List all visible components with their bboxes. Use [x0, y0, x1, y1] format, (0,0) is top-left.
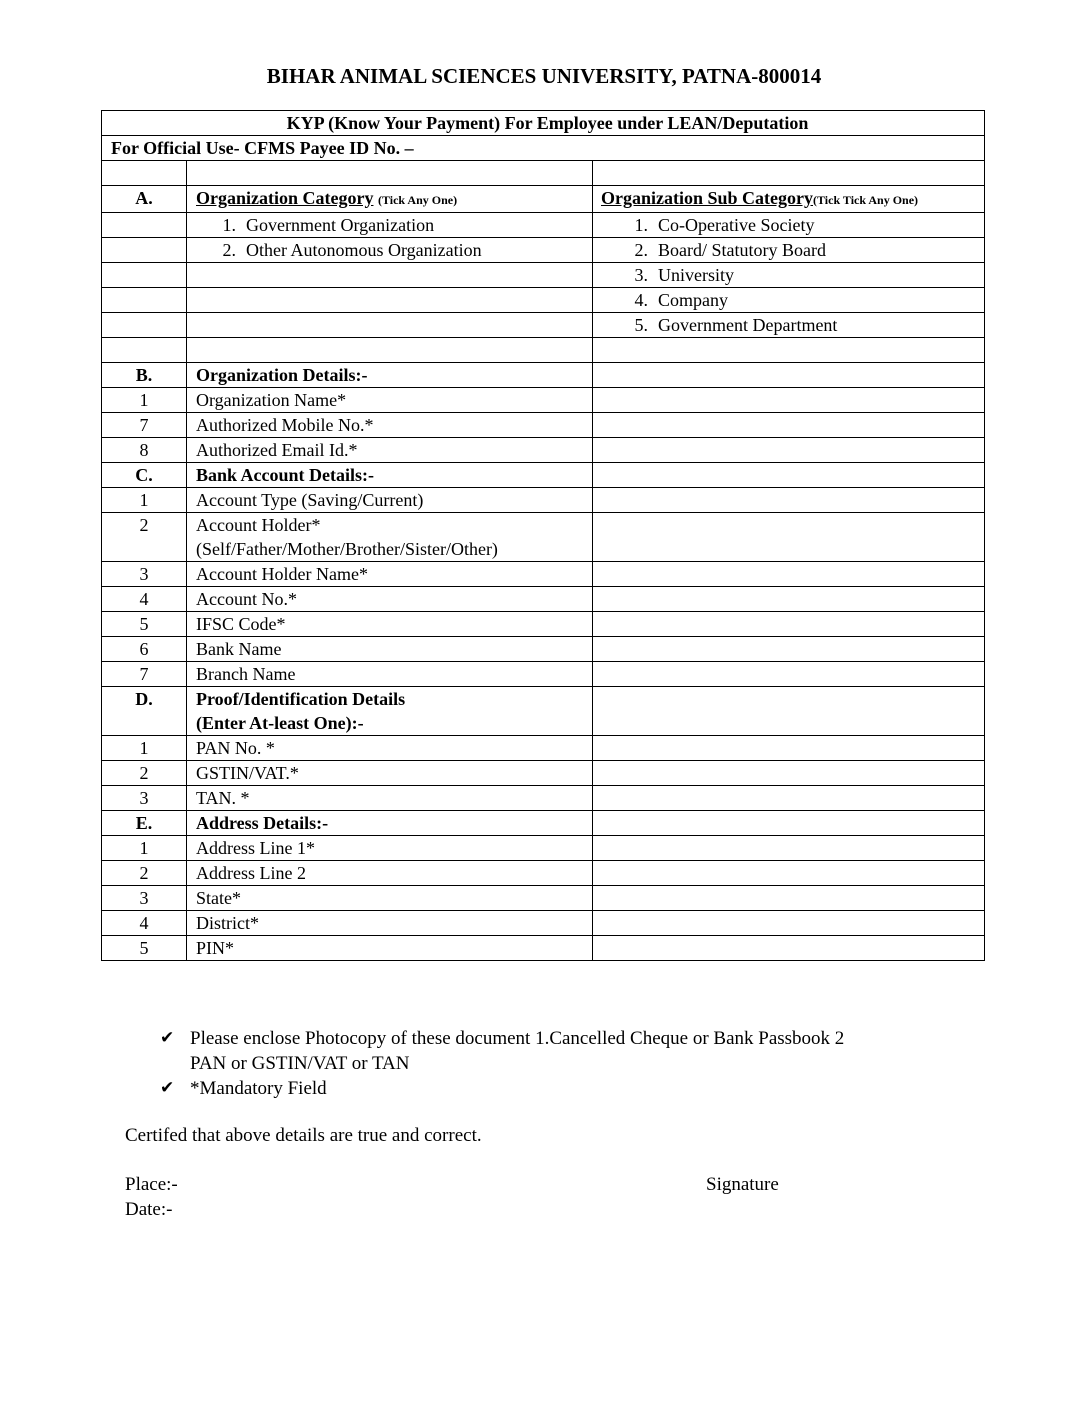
note-text: *Mandatory Field — [190, 1078, 327, 1099]
form-heading: KYP (Know Your Payment) For Employee under LEAN/Deputation — [102, 111, 985, 136]
table-row — [102, 786, 985, 811]
list-number: 3. — [634, 265, 648, 285]
category-row — [102, 213, 985, 238]
section-marker: D. — [102, 687, 187, 736]
blank-cell — [102, 238, 187, 263]
checkmark-icon: ✔ — [160, 1078, 175, 1098]
field-label: District* — [187, 911, 593, 936]
list-number: 2. — [222, 240, 236, 260]
bank-name-field[interactable] — [593, 637, 985, 662]
ifsc-field[interactable] — [593, 612, 985, 637]
table-row — [102, 637, 985, 662]
state-field[interactable] — [593, 886, 985, 911]
tan-field[interactable] — [593, 786, 985, 811]
official-use-row — [102, 136, 985, 161]
organization-subcategory-heading — [593, 186, 985, 213]
notes-list — [160, 1026, 950, 1101]
organization-category-heading — [187, 186, 593, 213]
list-number: 1. — [634, 215, 648, 235]
row-number: 6 — [102, 637, 187, 662]
category-row — [102, 288, 985, 313]
field-label: Organization Name* — [187, 388, 593, 413]
table-row — [102, 513, 985, 562]
row-number: 3 — [102, 786, 187, 811]
blank-row — [102, 161, 985, 186]
list-number: 2. — [634, 240, 648, 260]
mobile-field[interactable] — [593, 413, 985, 438]
account-type-field[interactable] — [593, 488, 985, 513]
account-number-field[interactable] — [593, 587, 985, 612]
row-number: 5 — [102, 936, 187, 961]
note-text: PAN or GSTIN/VAT or TAN — [190, 1053, 410, 1074]
blank-cell — [102, 313, 187, 338]
account-holder-field[interactable] — [593, 513, 985, 562]
checkmark-icon: ✔ — [160, 1028, 175, 1048]
section-marker: B. — [102, 363, 187, 388]
subcategory-option-label: Company — [658, 290, 728, 310]
section-c-header-row — [102, 463, 985, 488]
row-number: 1 — [102, 488, 187, 513]
subcategory-option-label: University — [658, 265, 734, 285]
section-b-header-row — [102, 363, 985, 388]
blank-cell — [102, 161, 187, 186]
field-label: Address Line 2 — [187, 861, 593, 886]
section-marker: E. — [102, 811, 187, 836]
blank-cell — [102, 263, 187, 288]
category-option-label: Other Autonomous Organization — [246, 240, 482, 260]
kyp-form-table — [101, 110, 985, 961]
table-row — [102, 861, 985, 886]
certification-text: Certifed that above details are true and correct. — [125, 1125, 482, 1146]
blank-cell — [593, 161, 985, 186]
field-label: TAN. * — [187, 786, 593, 811]
section-marker: C. — [102, 463, 187, 488]
gstin-field[interactable] — [593, 761, 985, 786]
table-row — [102, 936, 985, 961]
note-item — [160, 1026, 950, 1076]
page-title: BIHAR ANIMAL SCIENCES UNIVERSITY, PATNA-800014 — [266, 64, 822, 88]
address-line-1-field[interactable] — [593, 836, 985, 861]
table-row — [102, 438, 985, 463]
table-row — [102, 836, 985, 861]
list-number: 1. — [222, 215, 236, 235]
category-option[interactable] — [187, 238, 593, 263]
section-marker: A. — [102, 186, 187, 213]
row-number: 2 — [102, 761, 187, 786]
subcategory-option-label: Board/ Statutory Board — [658, 240, 826, 260]
row-number: 2 — [102, 861, 187, 886]
place-label: Place:- — [125, 1174, 178, 1195]
row-number: 4 — [102, 911, 187, 936]
blank-cell — [187, 313, 593, 338]
table-row — [102, 886, 985, 911]
section-title-line: (Enter At-least One):- — [196, 713, 364, 733]
blank-cell — [187, 338, 593, 363]
email-field[interactable] — [593, 438, 985, 463]
section-title: Organization Details:- — [187, 363, 593, 388]
blank-cell — [187, 161, 593, 186]
organization-subcategory-hint: (Tick Tick Any One) — [813, 193, 919, 207]
field-label: IFSC Code* — [187, 612, 593, 637]
table-row — [102, 761, 985, 786]
organization-category-hint: (Tick Any One) — [377, 193, 458, 207]
blank-cell — [187, 263, 593, 288]
section-a-header-row — [102, 186, 985, 213]
organization-subcategory-label: Organization Sub Category — [601, 188, 814, 208]
field-label: Address Line 1* — [187, 836, 593, 861]
address-line-2-field[interactable] — [593, 861, 985, 886]
row-number: 7 — [102, 662, 187, 687]
value-field — [593, 463, 985, 488]
field-label: GSTIN/VAT.* — [187, 761, 593, 786]
row-number: 3 — [102, 562, 187, 587]
table-row — [102, 562, 985, 587]
field-label: Authorized Email Id.* — [187, 438, 593, 463]
form-heading-row — [102, 111, 985, 136]
field-label: Account No.* — [187, 587, 593, 612]
row-number: 1 — [102, 836, 187, 861]
field-label: State* — [187, 886, 593, 911]
list-number: 5. — [634, 315, 648, 335]
list-number: 4. — [634, 290, 648, 310]
organization-category-label: Organization Category — [196, 188, 374, 208]
field-label: Authorized Mobile No.* — [187, 413, 593, 438]
value-field — [593, 687, 985, 736]
category-row — [102, 238, 985, 263]
district-field[interactable] — [593, 911, 985, 936]
row-number: 5 — [102, 612, 187, 637]
field-label: PAN No. * — [187, 736, 593, 761]
field-label: Account Type (Saving/Current) — [187, 488, 593, 513]
account-holder-name-field[interactable] — [593, 562, 985, 587]
subcategory-option[interactable] — [593, 263, 985, 288]
blank-cell — [187, 288, 593, 313]
blank-row — [102, 338, 985, 363]
table-row — [102, 388, 985, 413]
signature-label: Signature — [706, 1174, 779, 1195]
field-label: Branch Name — [187, 662, 593, 687]
official-use-label: For Official Use- CFMS Payee ID No. – — [102, 136, 985, 161]
category-option[interactable] — [187, 213, 593, 238]
section-e-header-row — [102, 811, 985, 836]
organization-name-field[interactable] — [593, 388, 985, 413]
table-row — [102, 736, 985, 761]
pan-field[interactable] — [593, 736, 985, 761]
blank-cell — [593, 338, 985, 363]
branch-name-field[interactable] — [593, 662, 985, 687]
row-number: 3 — [102, 886, 187, 911]
section-title: Address Details:- — [187, 811, 593, 836]
subcategory-option[interactable] — [593, 213, 985, 238]
blank-cell — [102, 338, 187, 363]
field-label-line: Account Holder* — [196, 515, 321, 535]
subcategory-option[interactable] — [593, 238, 985, 263]
pin-field[interactable] — [593, 936, 985, 961]
value-field — [593, 811, 985, 836]
blank-cell — [102, 288, 187, 313]
subcategory-option-label: Co-Operative Society — [658, 215, 815, 235]
date-label: Date:- — [125, 1199, 173, 1220]
field-label: Account Holder Name* — [187, 562, 593, 587]
field-label-line: (Self/Father/Mother/Brother/Sister/Other) — [196, 539, 498, 559]
table-row — [102, 911, 985, 936]
field-label — [187, 513, 593, 562]
table-row — [102, 587, 985, 612]
subcategory-option[interactable] — [593, 288, 985, 313]
subcategory-option-label: Government Department — [658, 315, 838, 335]
row-number: 7 — [102, 413, 187, 438]
field-label: Bank Name — [187, 637, 593, 662]
category-row — [102, 263, 985, 288]
table-row — [102, 413, 985, 438]
row-number: 8 — [102, 438, 187, 463]
row-number: 2 — [102, 513, 187, 562]
section-title-line: Proof/Identification Details — [196, 689, 406, 709]
section-title: Bank Account Details:- — [187, 463, 593, 488]
note-text: Please enclose Photocopy of these document 1.Cancelled Cheque or Bank Passbook 2 — [190, 1028, 845, 1049]
category-option-label: Government Organization — [246, 215, 435, 235]
section-title — [187, 687, 593, 736]
value-field — [593, 363, 985, 388]
category-row — [102, 313, 985, 338]
table-row — [102, 612, 985, 637]
section-d-header-row — [102, 687, 985, 736]
note-item — [160, 1076, 950, 1101]
row-number: 4 — [102, 587, 187, 612]
blank-cell — [102, 213, 187, 238]
table-row — [102, 488, 985, 513]
field-label: PIN* — [187, 936, 593, 961]
table-row — [102, 662, 985, 687]
row-number: 1 — [102, 388, 187, 413]
row-number: 1 — [102, 736, 187, 761]
subcategory-option[interactable] — [593, 313, 985, 338]
